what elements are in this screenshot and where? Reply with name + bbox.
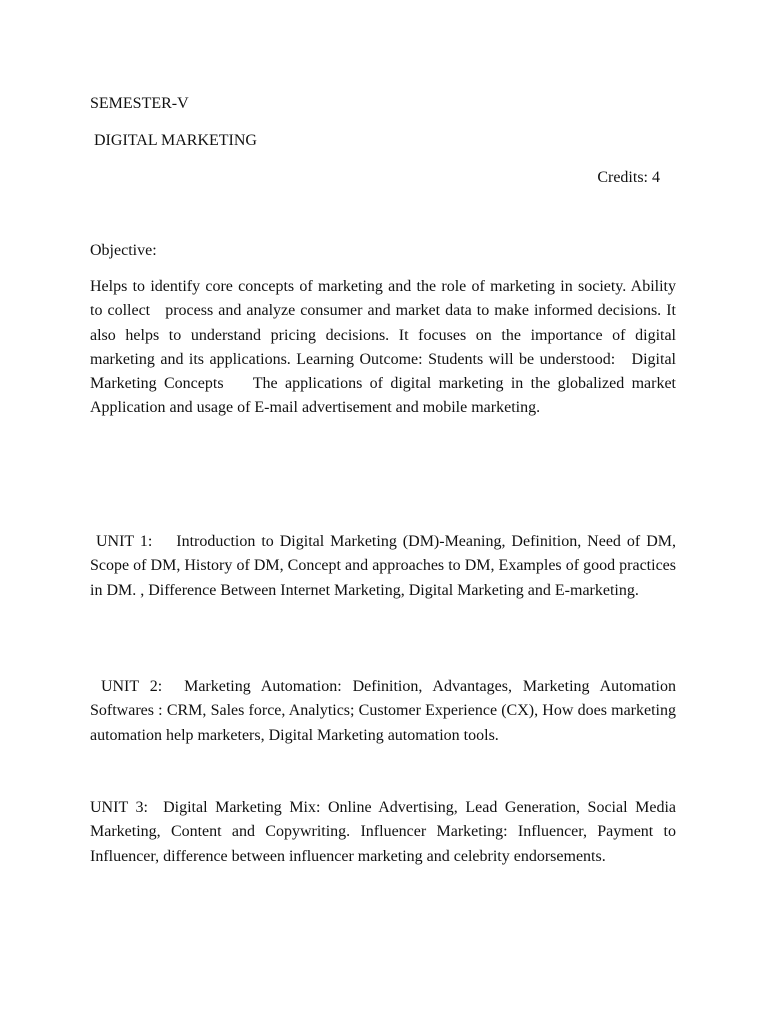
objective-heading: Objective: [90, 242, 157, 259]
unit-1-paragraph: UNIT 1: Introduction to Digital Marketing (DM)-Meaning, Definition, Need of DM, Scope of DM, History of DM, Concept and approaches to DM, Examples of good practices in DM. , Difference Between Internet Marketing, Digital Marketing and E-marketing. [90, 533, 681, 599]
unit-3-paragraph: UNIT 3: Digital Marketing Mix: Online Advertising, Lead Generation, Social Media Marketing, Content and Copywriting. Influencer Marketing: Influencer, Payment to Influencer, difference between influencer marketing and celebrity endorsements. [90, 799, 680, 865]
unit-2-paragraph: UNIT 2: Marketing Automation: Definition, Advantages, Marketing Automation Softwares : CRM, Sales force, Analytics; Customer Experience (CX), How does marketing automation help marketers, Digital Marketing automation tools. [90, 678, 681, 744]
credits-label: Credits: 4 [597, 169, 660, 186]
semester-heading: SEMESTER-V [90, 95, 189, 112]
course-title: DIGITAL MARKETING [90, 132, 257, 149]
objective-paragraph: Helps to identify core concepts of marketing and the role of marketing in society. Ability to collect process and analyze consumer and market data to make informed decisions. It also helps to understand pricing decisions. It focuses on the importance of digital marketing and its applications. Learning Outcome: Students will be understood: Digital Marketing Concepts The applications of digital marketing in the globalized market Application and usage of E-mail advertisement and mobile marketing. [90, 278, 688, 417]
